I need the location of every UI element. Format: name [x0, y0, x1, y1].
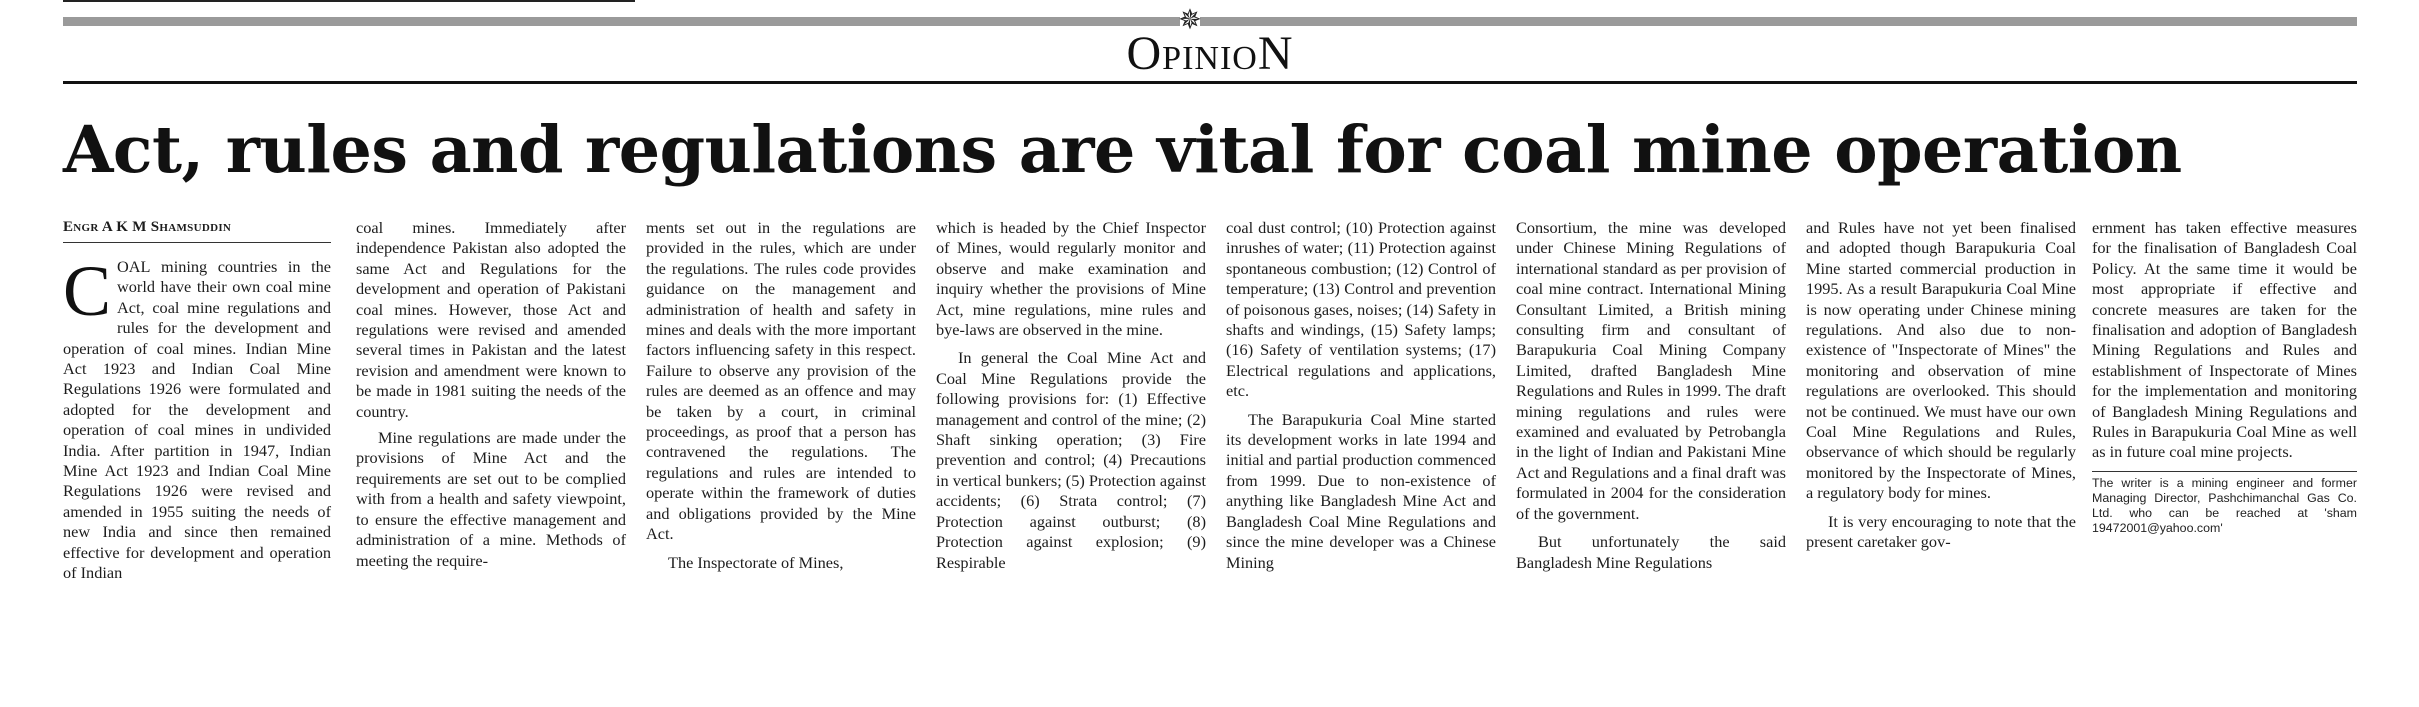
byline: Engr A K M Shamsuddin: [63, 218, 331, 243]
lead-word: OAL: [117, 257, 151, 276]
column-5: [1226, 218, 1496, 573]
dropcap: C: [63, 251, 112, 331]
paragraph: Consortium, the mine was developed under Chinese Mining Regulations of international standard as per provision of coal mine contract. International Mining Consultant Limited, a British mining consulting firm and consultant of Barapukuria Coal Mining Company Limited, drafted Bangladesh Mine Regulations and Rules in 1999. The draft mining regulations and rules were examined and evaluated by Petrobangla in the light of Indian and Pakistani Mine Act and Regulations and a final draft was formulated in 2004 for the consideration of the government.: [1516, 218, 1786, 523]
star-icon: ✵: [1178, 3, 1202, 36]
paragraph: coal mines. Immediately after independence Pakistan also adopted the same Act and Regulations for the development and operation of Pakistani coal mines. However, those Act and regulations were revised and amended several times in Pakistan and the latest revision and amendment were known to be made in 1981 suiting the needs of the country.: [356, 218, 626, 421]
paragraph: coal dust control; (10) Protection against inrushes of water; (11) Protection against spontaneous combustion; (12) Control of temperature; (13) Control and prevention of poisonous gases, noises; (14) Safety in shafts and windings, (15) Safety lamps; (16) Safety of ventilation systems; (17) Electrical regulations and applications, etc.: [1226, 218, 1496, 401]
column-4: [936, 218, 1206, 573]
top-rule: [63, 0, 635, 2]
column-1: [63, 218, 331, 584]
section-rule: [63, 81, 2357, 84]
paragraph-text: mining countries in the world have their own coal mine Act, coal mine regulations and rules for the development and operation of coal mines. Indian Mine Act 1923 and Indian Coal Mine Regulations 1926 were formulated and adopted for the development and operation of coal mines in undivided India. After partition in 1947, Indian Mine Act 1923 and Indian Coal Mine Regulations 1926 were revised and amended in 1955 suiting the needs of new India and since then remained effective for development and operation of Indian: [63, 257, 331, 583]
column-6: [1516, 218, 1786, 573]
paragraph: Mine regulations are made under the provisions of Mine Act and the requirements are set out to be complied with from a health and safety viewpoint, to ensure the effective management and administration of a mine. Methods of meeting the require-: [356, 428, 626, 570]
column-3: [646, 218, 916, 573]
column-2: [356, 218, 626, 571]
paragraph: It is very encouraging to note that the present caretaker gov-: [1806, 511, 2076, 552]
section-bar-left: [63, 17, 1180, 26]
paragraph: ernment has taken effective measures for the finalisation of Bangladesh Coal Policy. At the same time it would be most appropriate if effective and concrete measures are taken for the finalisation and adoption of Bangladesh Mining Regulations and Rules and establishment of Inspectorate of Mines for the implementation and monitoring of Bangladesh Mining Regulations and Rules in Barapukuria Coal Mine as well as in future coal mine projects.: [2092, 218, 2357, 462]
headline: Act, rules and regulations are vital for coal mine operation: [63, 112, 2182, 188]
paragraph: But unfortunately the said Bangladesh Mine Regulations: [1516, 532, 1786, 572]
section-bar-right: [1200, 17, 2357, 26]
paragraph: The Inspectorate of Mines,: [668, 552, 844, 572]
paragraph: ments set out in the regulations are provided in the rules, which are under the regulations. The rules code provides guidance on the management and administration of health and safety in mines and deals with the more important factors influencing safety in this respect. Failure to observe any provision of the rules are deemed as an offence and may be taken by a court, in criminal proceedings, as proof that a person has contravened the regulations. The regulations and rules are intended to operate within the framework of duties and obligations provided by the Mine Act.: [646, 218, 916, 544]
paragraph: which is headed by the Chief Inspector of Mines, would regularly monitor and observe and make examination and inquiry whether the provisions of Mine Act, mine regulations, mine rules and bye-laws are observed in the mine.: [936, 218, 1206, 340]
section-title: OpinioN: [1126, 27, 1294, 80]
paragraph: [63, 251, 331, 584]
column-7: [1806, 218, 2076, 553]
paragraph: The Barapukuria Coal Mine started its development works in late 1994 and initial and partial production commenced from 1999. Due to non-existence of anything like Bangladesh Mine Act and Bangladesh Coal Mine Regulations and since the mine developer was a Chinese Mining: [1226, 409, 1496, 572]
author-note: The writer is a mining engineer and former Managing Director, Pashchimanchal Gas Co. Ltd. who can be reached at 'sham 19472001@yahoo.com': [2092, 471, 2357, 536]
column-8: [2092, 218, 2357, 536]
paragraph: In general the Coal Mine Act and Coal Mine Regulations provide the following provisions for: (1) Effective management and control of the mine; (2) Shaft sinking operation; (3) Fire prevention and control; (4) Precautions in vertical bunkers; (5) Protection against accidents; (6) Strata control; (7) Protection against outburst; (8) Protection against explosion; (9) Respirable: [936, 348, 1206, 572]
paragraph: and Rules have not yet been finalised and adopted though Barapukuria Coal Mine started commercial production in 1995. As a result Barapukuria Coal Mine is now operating under Chinese mining regulations. And also due to non-existence of "Inspectorate of Mines" the monitoring and observation of mine regulations are overlooked. This should not be continued. We must have our own Coal Mine Regulations and Rules, observance of which should be regularly monitored by the Inspectorate of Mines, a regulatory body for mines.: [1806, 218, 2076, 503]
